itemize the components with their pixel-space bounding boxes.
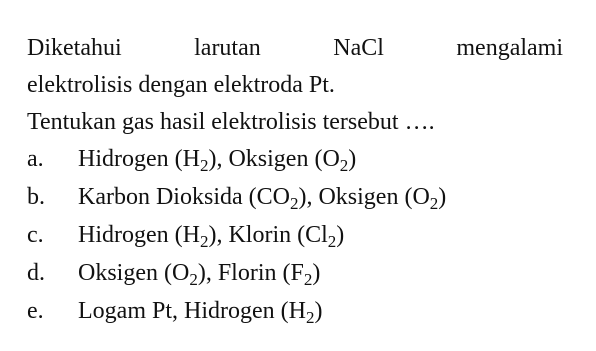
- option-text: Hidrogen $(H_2)$, Oksigen $(O_2)$: [78, 146, 357, 175]
- option-d: [27, 255, 446, 293]
- option-text: Logam Pt, Hidrogen $(H_2)$: [78, 298, 323, 327]
- question-prompt: Tentukan gas hasil elektrolisis tersebut ….: [27, 109, 435, 135]
- option-letter: b.: [27, 184, 45, 210]
- option-c: [27, 217, 446, 255]
- question-line-1: Diketahui larutan NaCl mengalami: [27, 35, 563, 61]
- option-e: [27, 293, 446, 331]
- option-letter: a.: [27, 146, 44, 172]
- option-letter: d.: [27, 260, 45, 286]
- option-letter: c.: [27, 222, 44, 248]
- option-text: Hidrogen $(H_2)$, Klorin $(Cl_2)$: [78, 222, 345, 251]
- option-text: Oksigen $(O_2)$, Florin $(F_2)$: [78, 260, 321, 289]
- question-statement: [27, 30, 563, 104]
- option-text: Karbon Dioksida $(CO_2)$, Oksigen $(O_2)$: [78, 184, 447, 213]
- option-b: [27, 179, 446, 217]
- option-a: [27, 141, 446, 179]
- question-line-2: elektrolisis dengan elektroda Pt.: [27, 72, 335, 98]
- option-letter: e.: [27, 298, 44, 324]
- answer-options: [27, 141, 446, 331]
